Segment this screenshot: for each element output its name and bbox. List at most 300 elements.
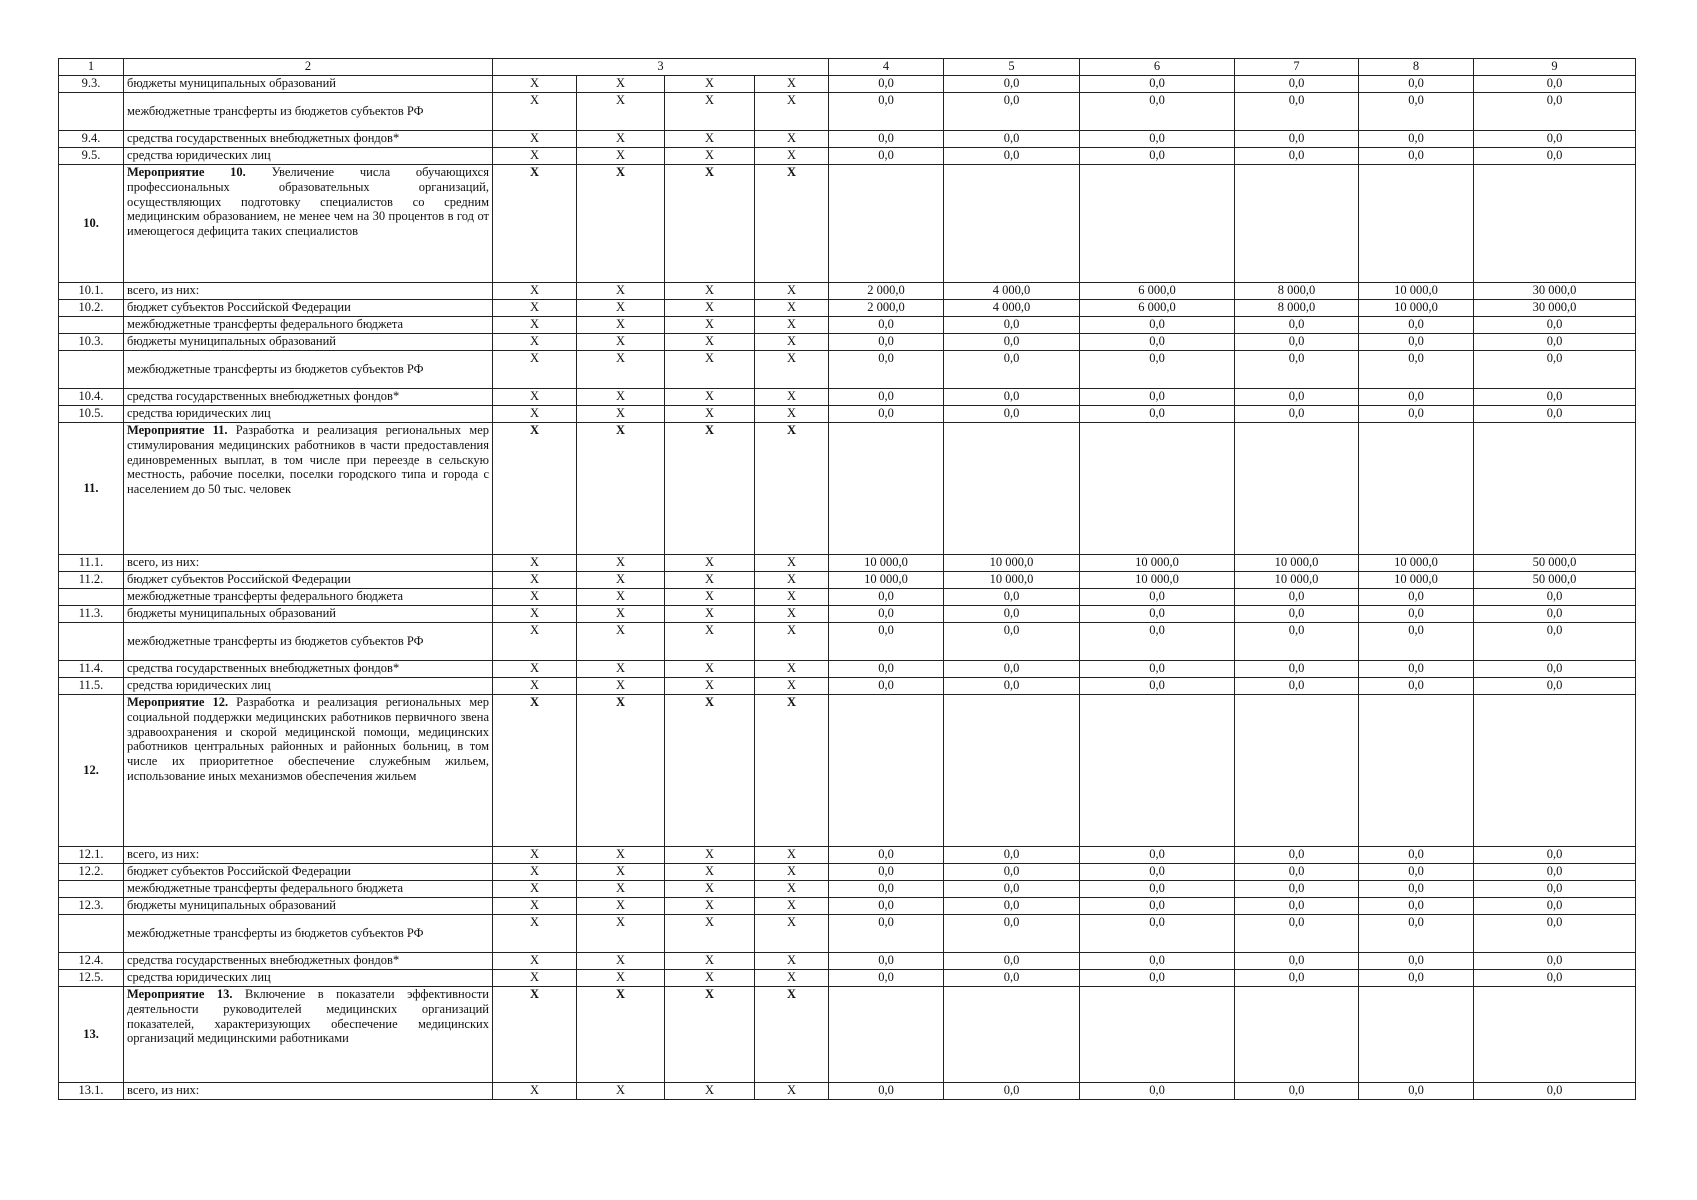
- value-cell: 0,0: [1359, 953, 1474, 970]
- x-mark: X: [493, 695, 577, 847]
- value-cell: 0,0: [1474, 606, 1636, 623]
- x-mark: X: [665, 953, 755, 970]
- value-cell: 0,0: [829, 406, 944, 423]
- value-cell: 0,0: [1080, 661, 1235, 678]
- value-cell: 0,0: [1359, 881, 1474, 898]
- x-mark: X: [493, 847, 577, 864]
- table-row: [59, 334, 1636, 351]
- x-mark: X: [493, 165, 577, 283]
- value-cell-empty: [944, 695, 1080, 847]
- value-cell: 0,0: [1474, 406, 1636, 423]
- row-label: всего, из них:: [124, 1083, 493, 1100]
- x-mark: X: [577, 283, 665, 300]
- table-row: [59, 351, 1636, 389]
- value-cell: 0,0: [1235, 1083, 1359, 1100]
- x-mark: X: [577, 847, 665, 864]
- x-mark: X: [755, 148, 829, 165]
- value-cell: 0,0: [944, 131, 1080, 148]
- x-mark: X: [665, 148, 755, 165]
- value-cell-empty: [944, 165, 1080, 283]
- row-label: бюджеты муниципальных образований: [124, 334, 493, 351]
- event-text: Разработка и реализация региональных мер социальной поддержки медицинских работников первичного звена здравоохранения и скорой медицинской помощи, медицинских работников центральных районных и районных больниц, в том числе их приоритетное обеспечение служебным жильем, использование иных механизмов обеспечения жильем: [127, 695, 489, 783]
- row-number: 13.: [59, 987, 124, 1083]
- value-cell: 0,0: [1080, 915, 1235, 953]
- row-number: 10.5.: [59, 406, 124, 423]
- value-cell: 0,0: [1359, 623, 1474, 661]
- event-description: [124, 695, 493, 847]
- value-cell: 0,0: [1080, 406, 1235, 423]
- value-cell: 0,0: [944, 406, 1080, 423]
- x-mark: X: [577, 864, 665, 881]
- value-cell: 0,0: [829, 847, 944, 864]
- row-number: 9.5.: [59, 148, 124, 165]
- x-mark: X: [665, 406, 755, 423]
- value-cell: 0,0: [829, 661, 944, 678]
- value-cell: 10 000,0: [1235, 555, 1359, 572]
- row-number: 12.1.: [59, 847, 124, 864]
- row-number: 11.3.: [59, 606, 124, 623]
- value-cell: 0,0: [1235, 76, 1359, 93]
- table-body: [59, 59, 1636, 1100]
- x-mark: X: [577, 334, 665, 351]
- value-cell: 50 000,0: [1474, 555, 1636, 572]
- value-cell-empty: [1235, 987, 1359, 1083]
- value-cell: 0,0: [1474, 623, 1636, 661]
- x-mark: X: [665, 283, 755, 300]
- x-mark: X: [755, 165, 829, 283]
- x-mark: X: [577, 898, 665, 915]
- x-mark: X: [665, 1083, 755, 1100]
- table-row: [59, 589, 1636, 606]
- row-number: [59, 881, 124, 898]
- x-mark: X: [665, 572, 755, 589]
- x-mark: X: [755, 695, 829, 847]
- event-text: Разработка и реализация региональных мер стимулирования медицинских работников в части предоставления единовременных выплат, в том числе при переезде в сельскую местность, рабочие поселки, поселки городского типа и города с населением до 50 тыс. человек: [127, 423, 489, 496]
- column-header-2: 2: [124, 59, 493, 76]
- table-row: [59, 970, 1636, 987]
- x-mark: X: [665, 389, 755, 406]
- row-label: средства государственных внебюджетных фондов*: [124, 131, 493, 148]
- value-cell: 0,0: [1474, 881, 1636, 898]
- value-cell: 10 000,0: [944, 555, 1080, 572]
- event-description: [124, 987, 493, 1083]
- value-cell: 0,0: [1235, 317, 1359, 334]
- table-row: [59, 953, 1636, 970]
- row-label: средства государственных внебюджетных фондов*: [124, 389, 493, 406]
- value-cell: 0,0: [1080, 623, 1235, 661]
- x-mark: X: [577, 1083, 665, 1100]
- x-mark: X: [493, 623, 577, 661]
- column-header-3: 3: [493, 59, 829, 76]
- value-cell: 0,0: [944, 881, 1080, 898]
- x-mark: X: [755, 283, 829, 300]
- x-mark: X: [755, 898, 829, 915]
- value-cell: 0,0: [944, 847, 1080, 864]
- value-cell: 0,0: [1359, 678, 1474, 695]
- value-cell-empty: [829, 695, 944, 847]
- value-cell: 0,0: [1474, 915, 1636, 953]
- row-number: 10.4.: [59, 389, 124, 406]
- value-cell-empty: [1474, 423, 1636, 555]
- x-mark: X: [755, 131, 829, 148]
- x-mark: X: [755, 406, 829, 423]
- x-mark: X: [493, 606, 577, 623]
- value-cell: 0,0: [1080, 589, 1235, 606]
- value-cell: 0,0: [1080, 864, 1235, 881]
- row-label: всего, из них:: [124, 283, 493, 300]
- column-header-5: 5: [944, 59, 1080, 76]
- table-row: [59, 898, 1636, 915]
- value-cell: 0,0: [1235, 131, 1359, 148]
- x-mark: X: [755, 351, 829, 389]
- x-mark: X: [665, 678, 755, 695]
- x-mark: X: [493, 389, 577, 406]
- value-cell: 0,0: [1474, 864, 1636, 881]
- value-cell: 0,0: [829, 76, 944, 93]
- value-cell: 50 000,0: [1474, 572, 1636, 589]
- value-cell: 0,0: [1235, 589, 1359, 606]
- value-cell: 0,0: [944, 606, 1080, 623]
- x-mark: X: [493, 589, 577, 606]
- value-cell: 8 000,0: [1235, 300, 1359, 317]
- row-number: [59, 623, 124, 661]
- value-cell: 10 000,0: [1359, 555, 1474, 572]
- x-mark: X: [493, 915, 577, 953]
- event-text: Увеличение числа обучающихся профессиональных образовательных организаций, осуществляющих подготовку специалистов со средним медицинским образованием, не менее чем на 30 процентов в год от имеющегося дефицита таких специалистов: [127, 165, 489, 238]
- value-cell: 0,0: [1235, 351, 1359, 389]
- value-cell-empty: [829, 987, 944, 1083]
- row-label: межбюджетные трансферты из бюджетов субъектов РФ: [124, 915, 493, 953]
- row-number: [59, 589, 124, 606]
- value-cell: 4 000,0: [944, 300, 1080, 317]
- x-mark: X: [577, 93, 665, 131]
- row-label: бюджеты муниципальных образований: [124, 606, 493, 623]
- row-number: 11.5.: [59, 678, 124, 695]
- row-number: 12.: [59, 695, 124, 847]
- row-number: [59, 317, 124, 334]
- header-row: [59, 59, 1636, 76]
- row-label: средства государственных внебюджетных фондов*: [124, 953, 493, 970]
- value-cell: 0,0: [1359, 915, 1474, 953]
- row-number: 11.4.: [59, 661, 124, 678]
- row-number: 11.: [59, 423, 124, 555]
- x-mark: X: [577, 915, 665, 953]
- table-row: [59, 389, 1636, 406]
- value-cell: 0,0: [1474, 589, 1636, 606]
- x-mark: X: [493, 555, 577, 572]
- x-mark: X: [577, 572, 665, 589]
- row-label: межбюджетные трансферты федерального бюджета: [124, 881, 493, 898]
- row-label: межбюджетные трансферты федерального бюджета: [124, 589, 493, 606]
- value-cell: 0,0: [1235, 915, 1359, 953]
- x-mark: X: [665, 589, 755, 606]
- value-cell: 0,0: [944, 76, 1080, 93]
- table-row: [59, 93, 1636, 131]
- x-mark: X: [665, 351, 755, 389]
- value-cell: 0,0: [1235, 864, 1359, 881]
- value-cell-empty: [1235, 165, 1359, 283]
- value-cell: 0,0: [1359, 1083, 1474, 1100]
- value-cell: 0,0: [1359, 898, 1474, 915]
- value-cell: 10 000,0: [1359, 572, 1474, 589]
- value-cell: 2 000,0: [829, 300, 944, 317]
- x-mark: X: [493, 406, 577, 423]
- row-number: 13.1.: [59, 1083, 124, 1100]
- table-row: [59, 661, 1636, 678]
- x-mark: X: [755, 953, 829, 970]
- value-cell: 0,0: [1474, 93, 1636, 131]
- x-mark: X: [665, 661, 755, 678]
- value-cell: 0,0: [1474, 898, 1636, 915]
- value-cell: 30 000,0: [1474, 300, 1636, 317]
- value-cell: 0,0: [1359, 334, 1474, 351]
- x-mark: X: [577, 406, 665, 423]
- value-cell: 0,0: [829, 317, 944, 334]
- value-cell: 0,0: [1080, 678, 1235, 695]
- value-cell: 0,0: [1080, 606, 1235, 623]
- value-cell: 0,0: [1474, 1083, 1636, 1100]
- row-label: средства юридических лиц: [124, 970, 493, 987]
- x-mark: X: [755, 847, 829, 864]
- value-cell: 0,0: [1235, 623, 1359, 661]
- x-mark: X: [755, 589, 829, 606]
- x-mark: X: [493, 987, 577, 1083]
- event-title: Мероприятие 12.: [127, 695, 229, 709]
- x-mark: X: [577, 589, 665, 606]
- value-cell: 6 000,0: [1080, 283, 1235, 300]
- row-label: бюджет субъектов Российской Федерации: [124, 300, 493, 317]
- x-mark: X: [665, 898, 755, 915]
- value-cell: 0,0: [1474, 661, 1636, 678]
- value-cell-empty: [829, 423, 944, 555]
- value-cell: 0,0: [1235, 406, 1359, 423]
- x-mark: X: [665, 334, 755, 351]
- value-cell-empty: [1080, 695, 1235, 847]
- value-cell: 0,0: [1359, 661, 1474, 678]
- value-cell: 0,0: [1474, 847, 1636, 864]
- value-cell: 0,0: [1080, 953, 1235, 970]
- value-cell: 0,0: [829, 148, 944, 165]
- value-cell: 0,0: [1080, 970, 1235, 987]
- x-mark: X: [665, 93, 755, 131]
- table-row: [59, 148, 1636, 165]
- value-cell: 0,0: [1080, 351, 1235, 389]
- x-mark: X: [755, 864, 829, 881]
- x-mark: X: [577, 148, 665, 165]
- x-mark: X: [493, 334, 577, 351]
- value-cell: 0,0: [1359, 589, 1474, 606]
- value-cell-empty: [1359, 165, 1474, 283]
- column-header-7: 7: [1235, 59, 1359, 76]
- value-cell: 0,0: [1235, 661, 1359, 678]
- row-number: 10.: [59, 165, 124, 283]
- value-cell: 0,0: [1235, 389, 1359, 406]
- value-cell: 0,0: [1474, 953, 1636, 970]
- value-cell-empty: [1080, 423, 1235, 555]
- value-cell: 0,0: [829, 898, 944, 915]
- x-mark: X: [755, 76, 829, 93]
- value-cell: 2 000,0: [829, 283, 944, 300]
- value-cell: 0,0: [1080, 131, 1235, 148]
- x-mark: X: [755, 300, 829, 317]
- x-mark: X: [665, 970, 755, 987]
- x-mark: X: [577, 76, 665, 93]
- value-cell: 0,0: [829, 351, 944, 389]
- value-cell: 0,0: [1359, 131, 1474, 148]
- row-number: 9.3.: [59, 76, 124, 93]
- value-cell: 0,0: [1080, 334, 1235, 351]
- table-row: [59, 300, 1636, 317]
- x-mark: X: [493, 283, 577, 300]
- value-cell: 0,0: [1359, 389, 1474, 406]
- x-mark: X: [493, 93, 577, 131]
- value-cell: 0,0: [829, 623, 944, 661]
- table-row: [59, 678, 1636, 695]
- value-cell: 0,0: [1080, 847, 1235, 864]
- value-cell: 0,0: [944, 678, 1080, 695]
- row-number: [59, 915, 124, 953]
- x-mark: X: [755, 93, 829, 131]
- value-cell: 10 000,0: [829, 555, 944, 572]
- x-mark: X: [493, 131, 577, 148]
- value-cell-empty: [944, 423, 1080, 555]
- x-mark: X: [493, 661, 577, 678]
- budget-table: [58, 58, 1636, 1100]
- table-row: [59, 1083, 1636, 1100]
- row-number: 10.3.: [59, 334, 124, 351]
- value-cell: 0,0: [1235, 881, 1359, 898]
- value-cell: 4 000,0: [944, 283, 1080, 300]
- x-mark: X: [493, 898, 577, 915]
- event-description: [124, 165, 493, 283]
- value-cell: 30 000,0: [1474, 283, 1636, 300]
- value-cell-empty: [1235, 695, 1359, 847]
- x-mark: X: [577, 623, 665, 661]
- value-cell-empty: [1080, 987, 1235, 1083]
- table-row: [59, 847, 1636, 864]
- x-mark: X: [665, 555, 755, 572]
- table-row: [59, 915, 1636, 953]
- value-cell: 0,0: [944, 1083, 1080, 1100]
- value-cell: 0,0: [944, 915, 1080, 953]
- table-row: [59, 283, 1636, 300]
- value-cell: 0,0: [829, 678, 944, 695]
- value-cell: 0,0: [1359, 970, 1474, 987]
- value-cell: 10 000,0: [944, 572, 1080, 589]
- row-number: 12.3.: [59, 898, 124, 915]
- x-mark: X: [493, 317, 577, 334]
- value-cell: 0,0: [944, 351, 1080, 389]
- value-cell: 0,0: [829, 1083, 944, 1100]
- value-cell: 0,0: [1235, 953, 1359, 970]
- x-mark: X: [577, 131, 665, 148]
- value-cell: 0,0: [1235, 148, 1359, 165]
- value-cell: 0,0: [1235, 898, 1359, 915]
- value-cell: 0,0: [944, 389, 1080, 406]
- row-number: [59, 351, 124, 389]
- event-description: [124, 423, 493, 555]
- value-cell: 6 000,0: [1080, 300, 1235, 317]
- event-text: Включение в показатели эффективности деятельности руководителей медицинских организаций показателей, характеризующих обеспечение медицинских организаций медицинскими работниками: [127, 987, 489, 1046]
- value-cell: 10 000,0: [1359, 300, 1474, 317]
- value-cell: 0,0: [944, 898, 1080, 915]
- x-mark: X: [577, 606, 665, 623]
- x-mark: X: [493, 351, 577, 389]
- row-number: 9.4.: [59, 131, 124, 148]
- row-label: межбюджетные трансферты из бюджетов субъектов РФ: [124, 351, 493, 389]
- value-cell: 0,0: [944, 334, 1080, 351]
- x-mark: X: [493, 678, 577, 695]
- x-mark: X: [755, 1083, 829, 1100]
- x-mark: X: [577, 300, 665, 317]
- row-label: бюджеты муниципальных образований: [124, 76, 493, 93]
- row-label: всего, из них:: [124, 847, 493, 864]
- x-mark: X: [665, 300, 755, 317]
- event-row: [59, 165, 1636, 283]
- table-row: [59, 606, 1636, 623]
- value-cell: 0,0: [1359, 351, 1474, 389]
- x-mark: X: [755, 423, 829, 555]
- column-header-9: 9: [1474, 59, 1636, 76]
- value-cell: 0,0: [944, 317, 1080, 334]
- value-cell: 0,0: [944, 623, 1080, 661]
- x-mark: X: [493, 864, 577, 881]
- value-cell: 0,0: [1474, 389, 1636, 406]
- value-cell: 0,0: [1235, 847, 1359, 864]
- x-mark: X: [755, 334, 829, 351]
- value-cell: 0,0: [829, 970, 944, 987]
- value-cell: 10 000,0: [1080, 555, 1235, 572]
- x-mark: X: [493, 76, 577, 93]
- value-cell: 8 000,0: [1235, 283, 1359, 300]
- column-header-6: 6: [1080, 59, 1235, 76]
- value-cell: 0,0: [1474, 970, 1636, 987]
- x-mark: X: [577, 165, 665, 283]
- event-row: [59, 423, 1636, 555]
- x-mark: X: [665, 317, 755, 334]
- x-mark: X: [755, 987, 829, 1083]
- value-cell: 0,0: [829, 334, 944, 351]
- value-cell: 0,0: [944, 864, 1080, 881]
- x-mark: X: [755, 606, 829, 623]
- value-cell: 0,0: [829, 953, 944, 970]
- row-label: средства государственных внебюджетных фондов*: [124, 661, 493, 678]
- x-mark: X: [755, 572, 829, 589]
- x-mark: X: [755, 623, 829, 661]
- event-title: Мероприятие 11.: [127, 423, 228, 437]
- value-cell-empty: [1474, 695, 1636, 847]
- value-cell: 0,0: [1359, 148, 1474, 165]
- value-cell: 0,0: [1080, 148, 1235, 165]
- value-cell: 0,0: [829, 864, 944, 881]
- x-mark: X: [577, 555, 665, 572]
- value-cell-empty: [944, 987, 1080, 1083]
- x-mark: X: [755, 881, 829, 898]
- value-cell: 0,0: [1080, 389, 1235, 406]
- value-cell: 0,0: [1474, 148, 1636, 165]
- value-cell-empty: [1080, 165, 1235, 283]
- row-number: 10.2.: [59, 300, 124, 317]
- value-cell: 0,0: [1474, 351, 1636, 389]
- x-mark: X: [755, 555, 829, 572]
- value-cell: 0,0: [1359, 847, 1474, 864]
- row-label: бюджеты муниципальных образований: [124, 898, 493, 915]
- x-mark: X: [577, 695, 665, 847]
- value-cell: 0,0: [1474, 131, 1636, 148]
- table-row: [59, 406, 1636, 423]
- row-number: 10.1.: [59, 283, 124, 300]
- row-label: всего, из них:: [124, 555, 493, 572]
